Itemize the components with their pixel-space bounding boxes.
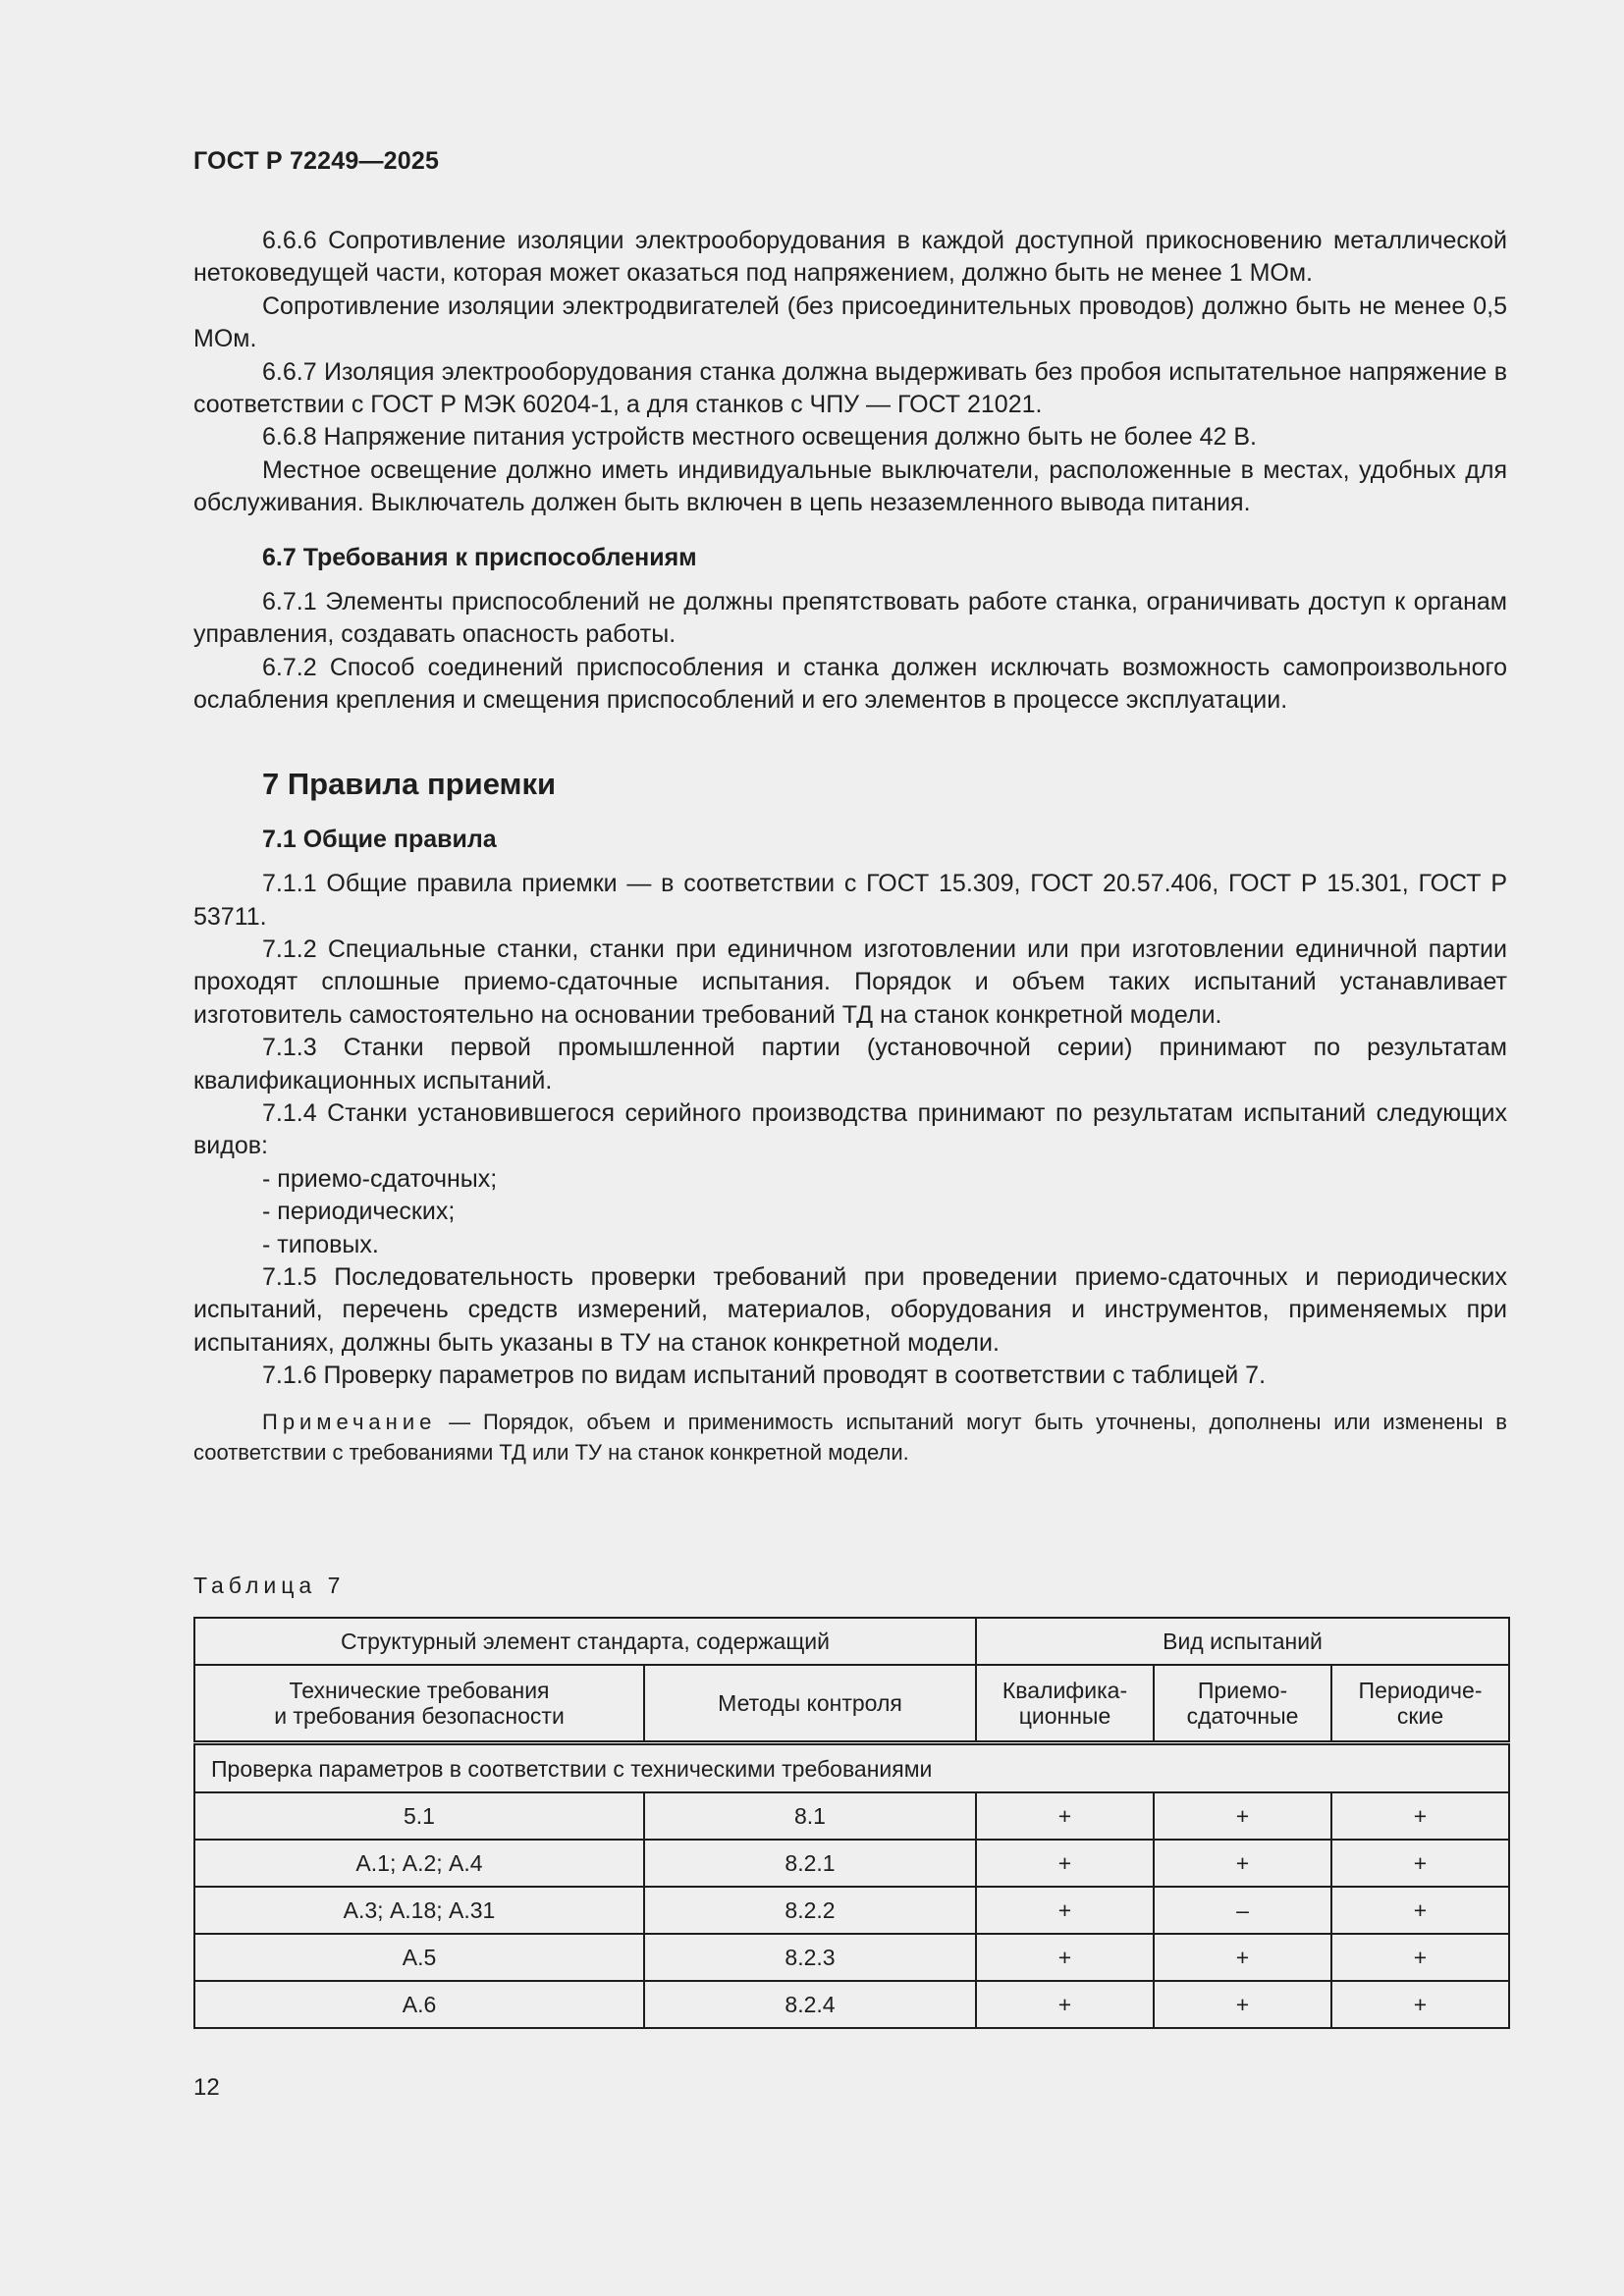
cell-periodic: + (1331, 1792, 1509, 1840)
table-row (194, 1792, 1509, 1840)
list-item: - периодических; (262, 1196, 1507, 1228)
header-structural-element: Структурный элемент стандарта, содержащий (194, 1618, 976, 1665)
cell-qualification: + (976, 1840, 1154, 1887)
cell-requirement: А.6 (194, 1981, 644, 2028)
table-caption: Таблица 7 (193, 1573, 346, 1598)
paragraph-6-6-8: 6.6.8 Напряжение питания устройств местного освещения должно быть не более 42 В. (262, 423, 1257, 452)
paragraph-7-1-6: 7.1.6 Проверку параметров по видам испытаний проводят в соответствии с таблицей 7. (262, 1362, 1267, 1390)
header-periodic: Периодиче- ские (1331, 1665, 1509, 1743)
cell-qualification: + (976, 1981, 1154, 2028)
cell-acceptance: + (1154, 1840, 1331, 1887)
paragraph-7-1-2: 7.1.2 Специальные станки, станки при единичном изготовлении или при изготовлении единичной партии проходят сплошные приемо-сдаточные испытания. Порядок и объем таких испытаний устанавливает изготовитель самостоятельно на основании требований ТД на станок конкретной модели. (193, 934, 1507, 1029)
table-group-row: Проверка параметров в соответствии с техническими требованиями (194, 1743, 1509, 1793)
header-acceptance: Приемо- сдаточные (1154, 1665, 1331, 1743)
paragraph-7-1-3: 7.1.3 Станки первой промышленной партии (установочной серии) принимают по результатам квалификационных испытаний. (193, 1034, 1507, 1095)
cell-qualification: + (976, 1887, 1154, 1934)
test-kinds-list (193, 1163, 1507, 1261)
paragraph-7-1-4: 7.1.4 Станки установившегося серийного производства принимают по результатам испытаний следующих видов: (193, 1098, 1507, 1160)
header-qualification: Квалифика- ционные (976, 1665, 1154, 1743)
cell-acceptance: + (1154, 1934, 1331, 1981)
page-number: 12 (193, 2074, 220, 2101)
paragraph-6-6-6: 6.6.6 Сопротивление изоляции электрооборудования в каждой доступной прикосновению металлической нетоковедущей части, которая может оказаться под напряжением, должно быть не менее 1 МОм. (193, 227, 1507, 288)
cell-method: 8.2.2 (644, 1887, 976, 1934)
cell-method: 8.2.3 (644, 1934, 976, 1981)
cell-requirement: А.5 (194, 1934, 644, 1981)
table-row (194, 1934, 1509, 1981)
cell-periodic: + (1331, 1840, 1509, 1887)
paragraph-6-7-2: 6.7.2 Способ соединений приспособления и станка должен исключать возможность самопроизвольного ослабления крепления и смещения приспособлений и его элементов в процессе эксплуатации. (193, 653, 1507, 715)
heading-7: 7 Правила приемки (262, 766, 557, 801)
header-test-kind: Вид испытаний (976, 1618, 1509, 1665)
cell-acceptance: + (1154, 1792, 1331, 1840)
document-header: ГОСТ Р 72249—2025 (193, 147, 440, 175)
cell-periodic: + (1331, 1981, 1509, 2028)
table-row (194, 1840, 1509, 1887)
note (193, 1407, 1507, 1468)
cell-periodic: + (1331, 1934, 1509, 1981)
document-body (193, 225, 1507, 1468)
list-item: - приемо-сдаточных; (262, 1163, 1507, 1196)
header-control-methods: Методы контроля (644, 1665, 976, 1743)
table-row (194, 1887, 1509, 1934)
note-text: — Порядок, объем и применимость испытаний могут быть уточнены, дополнены или изменены в соответствии с требованиями ТД или ТУ на станок конкретной модели. (193, 1409, 1507, 1465)
paragraph-6-6-6-cont: Сопротивление изоляции электродвигателей (без присоединительных проводов) должно быть не менее 0,5 МОм. (193, 292, 1507, 353)
heading-7-1: 7.1 Общие правила (262, 825, 497, 853)
cell-periodic: + (1331, 1887, 1509, 1934)
cell-method: 8.2.4 (644, 1981, 976, 2028)
tests-table (193, 1617, 1510, 2029)
cell-qualification: + (976, 1792, 1154, 1840)
paragraph-7-1-1: 7.1.1 Общие правила приемки — в соответствии с ГОСТ 15.309, ГОСТ 20.57.406, ГОСТ Р 15.301, ГОСТ Р 53711. (193, 870, 1507, 931)
cell-acceptance: + (1154, 1981, 1331, 2028)
table-row (194, 1981, 1509, 2028)
cell-acceptance: – (1154, 1887, 1331, 1934)
cell-requirement: А.1; А.2; А.4 (194, 1840, 644, 1887)
paragraph-6-6-7: 6.6.7 Изоляция электрооборудования станка должна выдерживать без пробоя испытательное напряжение в соответствии с ГОСТ Р МЭК 60204-1, а для станков с ЧПУ — ГОСТ 21021. (193, 357, 1507, 419)
list-item: - типовых. (262, 1229, 1507, 1261)
cell-method: 8.1 (644, 1792, 976, 1840)
cell-requirement: 5.1 (194, 1792, 644, 1840)
header-technical-requirements: Технические требования и требования безопасности (194, 1665, 644, 1743)
paragraph-6-7-1: 6.7.1 Элементы приспособлений не должны препятствовать работе станка, ограничивать доступ к органам управления, создавать опасность работы. (193, 588, 1507, 649)
heading-6-7: 6.7 Требования к приспособлениям (262, 543, 697, 571)
paragraph-6-6-8-cont: Местное освещение должно иметь индивидуальные выключатели, расположенные в местах, удобных для обслуживания. Выключатель должен быть включен в цепь незаземленного вывода питания. (193, 455, 1507, 517)
note-label: Примечание (262, 1409, 437, 1434)
paragraph-7-1-5: 7.1.5 Последовательность проверки требований при проведении приемо-сдаточных и периодических испытаний, перечень средств измерений, материалов, оборудования и инструментов, применяемых при испытаниях, должны быть указаны в ТУ на станок конкретной модели. (193, 1262, 1507, 1357)
cell-qualification: + (976, 1934, 1154, 1981)
cell-requirement: А.3; А.18; А.31 (194, 1887, 644, 1934)
cell-method: 8.2.1 (644, 1840, 976, 1887)
